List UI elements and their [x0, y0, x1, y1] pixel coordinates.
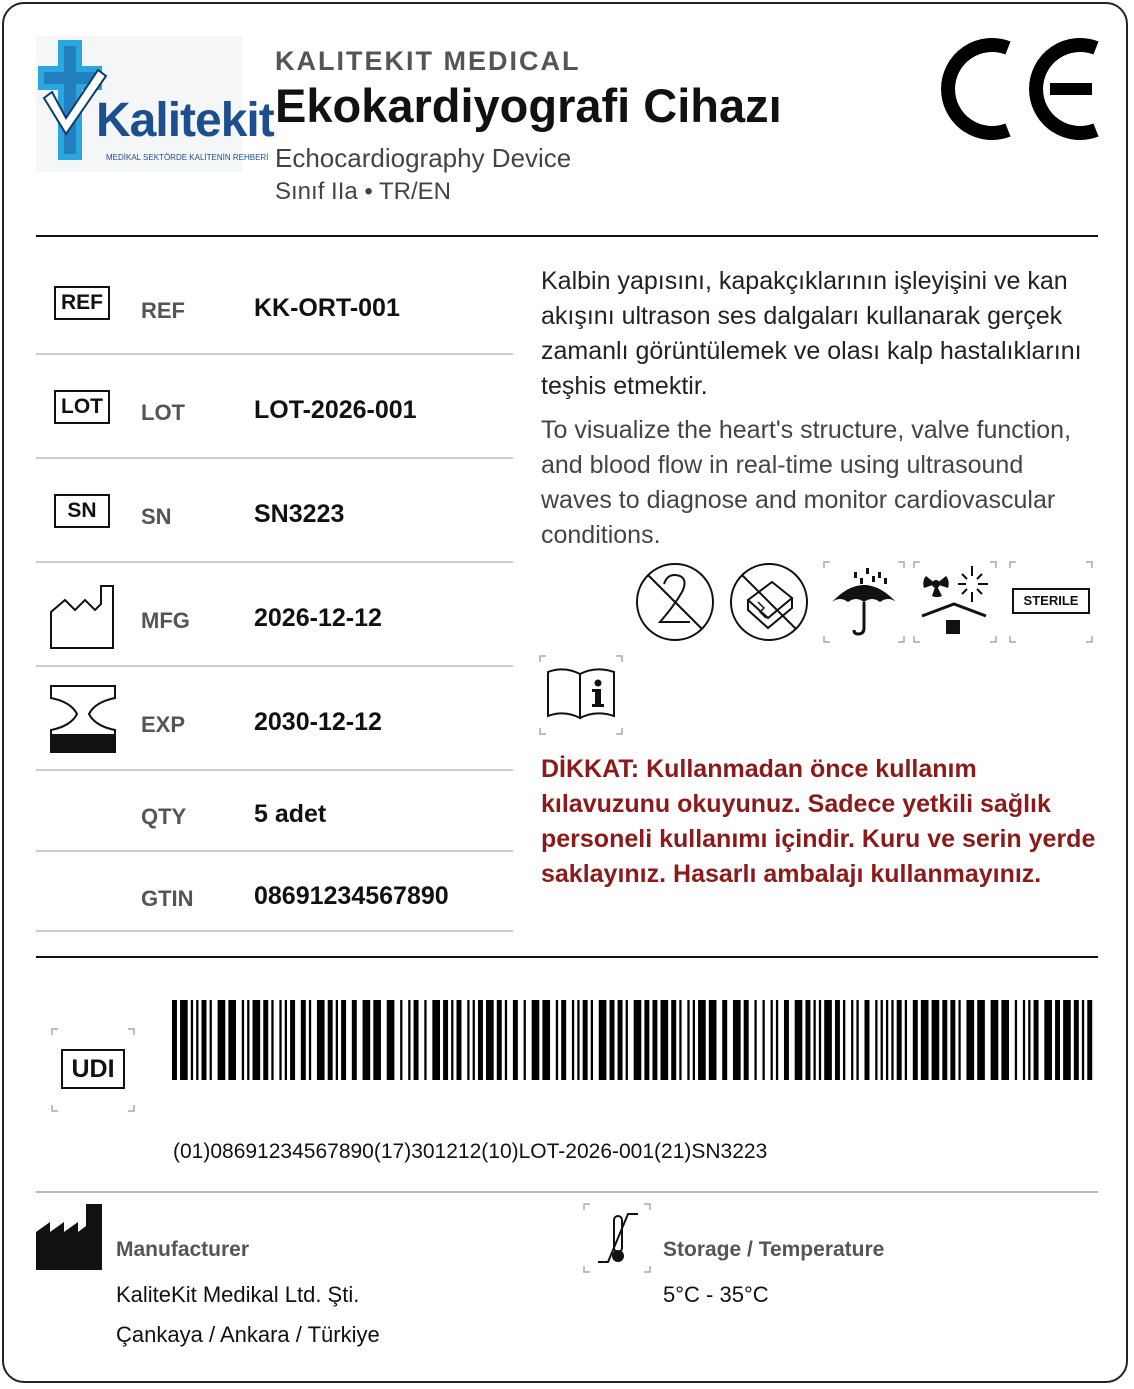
barcode-bar [524, 1000, 526, 1080]
exp-label: EXP [141, 712, 186, 737]
barcode-bar [644, 1000, 649, 1080]
barcode-bar [824, 1000, 832, 1080]
row-divider [36, 769, 513, 771]
mfg-row [36, 578, 513, 664]
product-title: Ekokardiyografi Cihazı [275, 79, 782, 132]
gtin-value: 08691234567890 [254, 882, 449, 910]
barcode-bar [966, 1000, 974, 1080]
barcode-bar [341, 1000, 346, 1080]
row-divider [36, 561, 513, 563]
row-divider [36, 930, 513, 932]
barcode-bar [180, 1000, 188, 1080]
barcode-bar [942, 1000, 947, 1080]
barcode-bar [671, 1000, 676, 1080]
barcode-bar [561, 1000, 566, 1080]
barcode-bar [542, 1000, 550, 1080]
qty-label: QTY [141, 804, 187, 829]
udi-symbol-icon [52, 1029, 134, 1111]
barcode-bar [473, 1000, 475, 1080]
barcode-bar [497, 1000, 502, 1080]
consult-instructions-icon [540, 656, 622, 734]
exp-value: 2030-12-12 [254, 708, 382, 736]
barcode-bar [373, 1000, 381, 1080]
barcode-bar [478, 1000, 483, 1080]
barcode-bar [1023, 1000, 1025, 1080]
barcode-bar [1087, 1000, 1092, 1080]
barcode-bar [196, 1000, 198, 1080]
manufacturer-name: KaliteKit Medikal Ltd. Şti. [116, 1282, 360, 1307]
row-divider [36, 665, 513, 667]
brand-name: KALITEKIT MEDICAL [275, 46, 581, 76]
row-divider [36, 457, 513, 459]
barcode-bar [1082, 1000, 1084, 1080]
logo-wordmark: Kalitekit [96, 94, 274, 147]
barcode-bar [661, 1000, 669, 1080]
ref-value: KK-ORT-001 [254, 294, 400, 322]
barcode-bar [813, 1000, 815, 1080]
barcode-bar [851, 1000, 853, 1080]
barcode-bar [1001, 1000, 1009, 1080]
barcode-bar [950, 1000, 955, 1080]
barcode-bar [591, 1000, 593, 1080]
barcode-bar [505, 1000, 507, 1080]
barcode-bar [457, 1000, 462, 1080]
header-divider [36, 235, 1098, 237]
barcode-bar [991, 1000, 999, 1080]
ce-mark-icon [946, 34, 1102, 144]
barcode-bar [891, 1000, 893, 1080]
barcode-bar [795, 1000, 803, 1080]
barcode-bar [610, 1000, 615, 1080]
barcode-bar [776, 1000, 778, 1080]
barcode-bar [1074, 1000, 1079, 1080]
barcode-bar [693, 1000, 695, 1080]
barcode-bar [856, 1000, 858, 1080]
barcode-bar [784, 1000, 789, 1080]
udi-human-readable: (01)08691234567890(17)301212(10)LOT-2026-001(21)SN3223 [173, 1140, 768, 1163]
intended-use-tr: Kalbin yapısını, kapakçıklarının işleyişini ve kan akışını ultrason ses dalgaları kullanarak gerçek zamanlı görüntülemek ve olası kalp hastalıklarını teşhis etmektir. [541, 267, 1082, 400]
barcode-bar [172, 1000, 177, 1080]
barcode-bar [556, 1000, 558, 1080]
barcode-bar [1063, 1000, 1071, 1080]
barcode-bar [263, 1000, 268, 1080]
barcode-bar [762, 1000, 764, 1080]
barcode-bar [921, 1000, 929, 1080]
barcode-bar [443, 1000, 448, 1080]
barcode-bar [634, 1000, 642, 1080]
barcode-bar [301, 1000, 306, 1080]
barcode-bar [754, 1000, 756, 1080]
barcode-bar [352, 1000, 357, 1080]
barcode-bar [210, 1000, 212, 1080]
storage-label: Storage / Temperature [663, 1238, 885, 1261]
barcode-bar [687, 1000, 689, 1080]
barcode-bar [451, 1000, 453, 1080]
manufacturer-label: Manufacturer [116, 1238, 250, 1261]
barcode-bar [864, 1000, 869, 1080]
barcode-bar [1034, 1000, 1039, 1080]
barcode-bar [886, 1000, 888, 1080]
barcode-bar [424, 1000, 426, 1080]
barcode-bar [218, 1000, 226, 1080]
barcode-bar [583, 1000, 588, 1080]
barcode-bar [843, 1000, 845, 1080]
storage-temperature-range: 5°C - 35°C [663, 1282, 769, 1307]
barcode-bar [733, 1000, 741, 1080]
barcode-bar [652, 1000, 657, 1080]
keep-away-from-heat-and-radiation-icon [914, 562, 996, 642]
barcode-bar [532, 1000, 540, 1080]
barcode-bar [309, 1000, 311, 1080]
barcode-bar [744, 1000, 749, 1080]
barcode-bar [913, 1000, 918, 1080]
barcode-bar [317, 1000, 325, 1080]
barcode-bar [191, 1000, 193, 1080]
barcode-bar [228, 1000, 236, 1080]
ref-row [36, 268, 513, 354]
barcode-bar [285, 1000, 287, 1080]
lot-value: LOT-2026-001 [254, 396, 417, 424]
barcode-bar [626, 1000, 628, 1080]
barcode-bar [819, 1000, 821, 1080]
barcode-bar [467, 1000, 469, 1080]
barcode-bar [599, 1000, 607, 1080]
product-subtitle: Echocardiography Device [275, 143, 572, 173]
manufacturer-icon [36, 1204, 104, 1270]
barcode-bar [835, 1000, 840, 1080]
sn-row [36, 476, 513, 562]
lot-row [36, 372, 513, 458]
barcode-bar [709, 1000, 717, 1080]
barcode-bar [290, 1000, 295, 1080]
barcode-bar [408, 1000, 410, 1080]
qty-row [36, 786, 513, 848]
ref-label: REF [141, 298, 185, 323]
serial-number-symbol-icon: SN [54, 494, 110, 528]
kalitekit-logo [36, 36, 274, 172]
sterile-icon [1010, 562, 1092, 642]
logo-tagline: MEDİKAL SEKTÖRDE KALİTENİN REHBERİ [106, 153, 269, 162]
barcode-bar [698, 1000, 706, 1080]
gtin-label: GTIN [141, 886, 194, 911]
barcode-bar [875, 1000, 877, 1080]
row-divider [36, 850, 513, 852]
barcode-bar [1044, 1000, 1052, 1080]
keep-dry-icon [824, 562, 904, 642]
barcode-bar [1015, 1000, 1017, 1080]
barcode-bar [513, 1000, 518, 1080]
barcode-bar [679, 1000, 681, 1080]
sterile-label: STERILE [1023, 593, 1079, 608]
barcode-bar [905, 1000, 907, 1080]
row-divider [36, 353, 513, 355]
udi-barcode [172, 1000, 1098, 1080]
manufacturer-address: Çankaya / Ankara / Türkiye [116, 1322, 380, 1347]
barcode-bar [242, 1000, 244, 1080]
temperature-limit-icon [584, 1204, 650, 1272]
do-not-use-if-damaged-icon [728, 562, 810, 642]
intended-use-en: To visualize the heart's structure, valve function, and blood flow in real-time using ultrasound waves to diagnose and monitor cardiovascular conditions. [541, 416, 1072, 549]
barcode-bar [1028, 1000, 1030, 1080]
sn-value: SN3223 [254, 500, 345, 528]
exp-row [36, 682, 513, 768]
barcode-bar [618, 1000, 623, 1080]
date-of-manufacture-icon [49, 582, 117, 655]
expiry-date-icon [49, 684, 117, 759]
barcode-bar [247, 1000, 249, 1080]
ref-symbol-icon: REF [54, 286, 110, 320]
barcode-bar [363, 1000, 371, 1080]
sn-label: SN [141, 504, 172, 529]
barcode-bar [722, 1000, 727, 1080]
barcode-bar [271, 1000, 273, 1080]
barcode-bar [577, 1000, 579, 1080]
barcode-bar [881, 1000, 883, 1080]
barcode-bar [202, 1000, 207, 1080]
barcode-bar [253, 1000, 261, 1080]
barcode-bar [387, 1000, 395, 1080]
mfg-value: 2026-12-12 [254, 604, 382, 632]
barcode-bar [279, 1000, 281, 1080]
barcode-bar [771, 1000, 773, 1080]
lot-label: LOT [141, 400, 185, 425]
barcode-bar [805, 1000, 810, 1080]
barcode-bar [977, 1000, 985, 1080]
udi-code-label: UDI [61, 1049, 125, 1089]
barcode-bar [1055, 1000, 1060, 1080]
caution-warning: DİKKAT: Kullanmadan önce kullanım kılavuzunu okuyunuz. Sadece yetkili sağlık personeli kullanımı içindir. Kuru ve serin yerde saklayınız. Hasarlı ambalajı kullanmayınız. [541, 755, 1096, 888]
barcode-bar [400, 1000, 402, 1080]
footer-divider [36, 1191, 1098, 1193]
gtin-row [36, 868, 513, 930]
barcode-bar [414, 1000, 419, 1080]
mfg-label: MFG [141, 608, 190, 633]
do-not-reuse-icon [634, 562, 716, 642]
barcode-bar [328, 1000, 333, 1080]
lot-symbol-icon: LOT [54, 390, 110, 424]
barcode-bar [932, 1000, 940, 1080]
device-class: Sınıf IIa • TR/EN [275, 178, 452, 205]
barcode-bar [572, 1000, 574, 1080]
udi-divider [36, 956, 1098, 958]
barcode-bar [486, 1000, 494, 1080]
barcode-bar [897, 1000, 902, 1080]
barcode-bar [336, 1000, 338, 1080]
qty-value: 5 adet [254, 800, 327, 828]
barcode-bar [432, 1000, 440, 1080]
barcode-bar [958, 1000, 960, 1080]
